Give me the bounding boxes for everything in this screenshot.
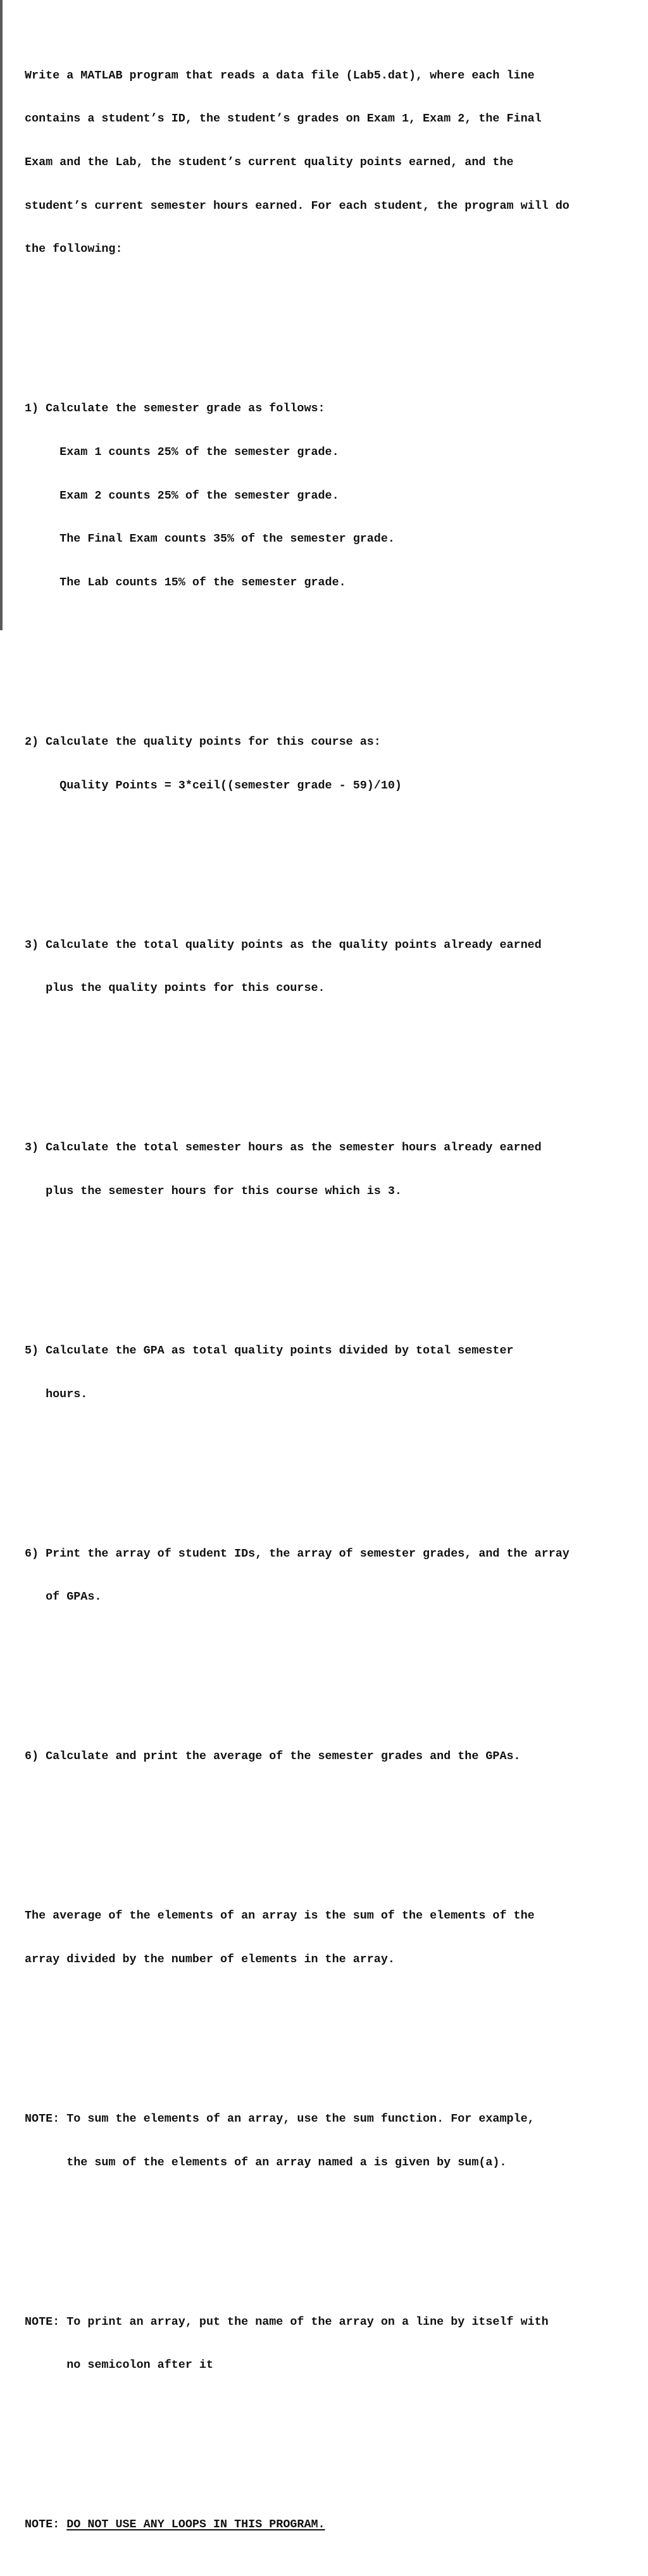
step-1-semester-grade: [25, 373, 639, 619]
text-line: hours.: [25, 1387, 88, 1401]
page-left-border: [0, 0, 3, 630]
note-print-array: [25, 2286, 639, 2402]
step-2-quality-points: [25, 706, 639, 822]
text-line: NOTE: To print an array, put the name of the array on a line by itself with: [25, 2315, 549, 2329]
text-line: 3) Calculate the total semester hours as the semester hours already earned: [25, 1141, 542, 1155]
step-title: 1) Calculate the semester grade as follows:: [25, 402, 325, 416]
formula: Quality Points = 3*ceil((semester grade - 59)/10): [25, 778, 402, 792]
text-line: contains a student’s ID, the student’s grades on Exam 1, Exam 2, the Final: [25, 112, 542, 126]
step-3-total-semester-hours: [25, 1112, 639, 1228]
text-line: NOTE: To sum the elements of an array, use the sum function. For example,: [25, 2112, 535, 2125]
step-3-total-quality-points: [25, 909, 639, 1025]
text-line: Write a MATLAB program that reads a data file (Lab5.dat), where each line: [25, 68, 535, 82]
text-line: 6) Print the array of student IDs, the array of semester grades, and the array: [25, 1546, 570, 1560]
note-no-loops: [25, 2489, 639, 2561]
intro-paragraph: [25, 40, 639, 286]
text-line: 5) Calculate the GPA as total quality points divided by total semester: [25, 1344, 514, 1358]
text-line: 6) Calculate and print the average of the semester grades and the GPAs.: [25, 1750, 521, 1764]
text-line: of GPAs.: [25, 1590, 102, 1604]
no-loops-warning: DO NOT USE ANY LOOPS IN THIS PROGRAM.: [66, 2518, 325, 2532]
text-line: 3) Calculate the total quality points as the quality points already earned: [25, 938, 542, 952]
document-page: [25, 11, 639, 2576]
text-line: no semicolon after it: [25, 2358, 213, 2372]
step-title: 2) Calculate the quality points for this course as:: [25, 735, 381, 749]
text-line: the sum of the elements of an array named a is given by sum(a).: [25, 2155, 507, 2169]
text-line: array divided by the number of elements in the array.: [25, 1952, 395, 1966]
weight-item: Exam 2 counts 25% of the semester grade.: [25, 488, 339, 502]
average-definition: [25, 1880, 639, 1996]
step-5-gpa: [25, 1315, 639, 1431]
note-sum-function: [25, 2083, 639, 2199]
step-6-averages: [25, 1721, 639, 1794]
weight-item: The Final Exam counts 35% of the semester grade.: [25, 532, 395, 546]
step-6-print-arrays: [25, 1518, 639, 1634]
text-line: plus the quality points for this course.: [25, 981, 325, 995]
weight-item: Exam 1 counts 25% of the semester grade.: [25, 445, 339, 459]
weight-item: The Lab counts 15% of the semester grade.: [25, 576, 346, 590]
note-label: NOTE:: [25, 2518, 67, 2532]
text-line: the following:: [25, 242, 123, 256]
text-line: student’s current semester hours earned. For each student, the program will do: [25, 199, 570, 213]
text-line: The average of the elements of an array is the sum of the elements of the: [25, 1909, 535, 1923]
text-line: plus the semester hours for this course which is 3.: [25, 1185, 402, 1198]
text-line: Exam and the Lab, the student’s current quality points earned, and the: [25, 156, 514, 170]
